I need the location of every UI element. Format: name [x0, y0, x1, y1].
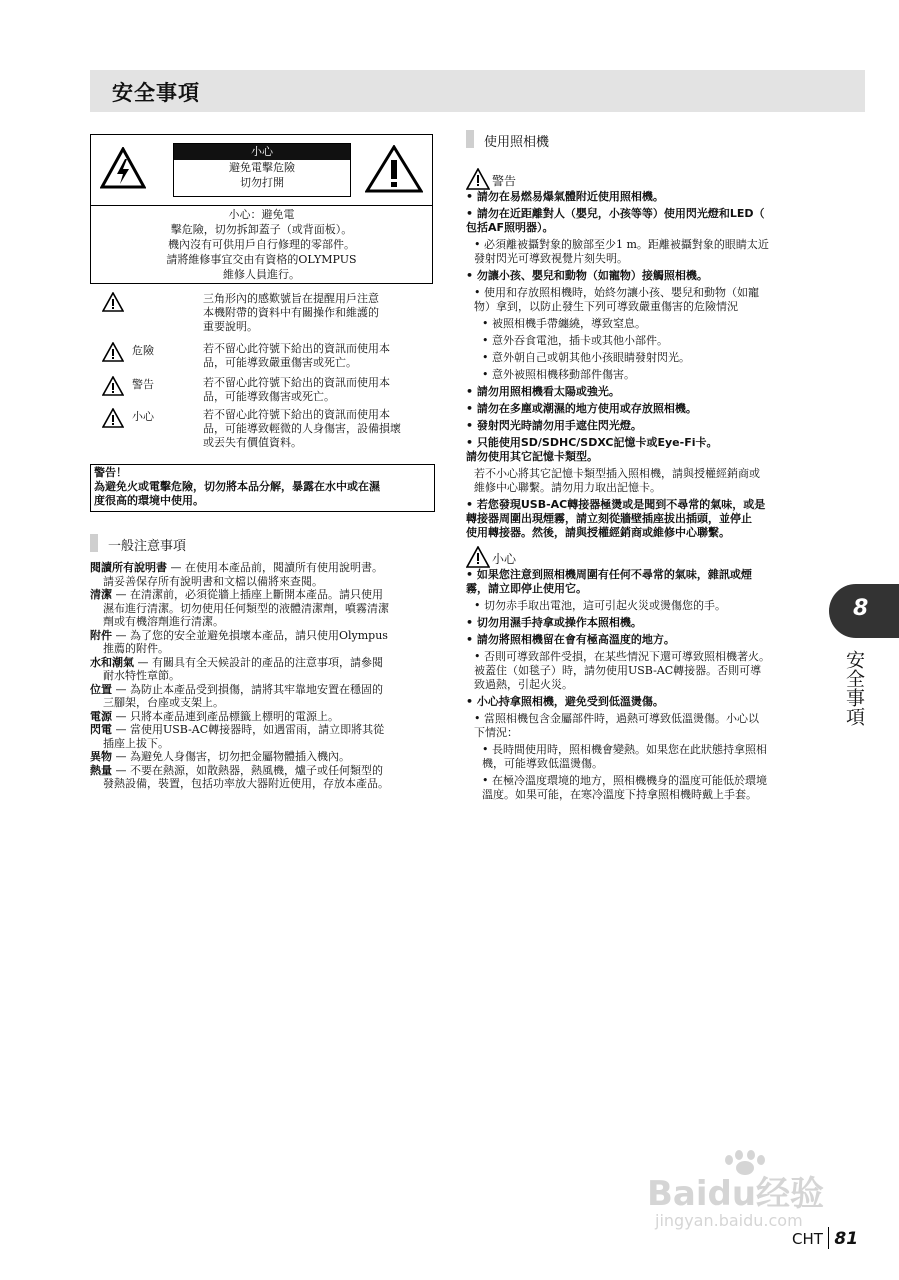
item-line: • 勿讓小孩、嬰兒和動物（如寵物）接觸照相機。	[466, 269, 708, 282]
warning-item	[466, 402, 806, 416]
warning-label: 警告	[492, 174, 517, 188]
general-item	[90, 588, 433, 629]
item-line: 機，可能導致低溫燙傷。	[482, 757, 603, 770]
item-line: 被蓋住（如毯子）時，請勿使用USB-AC轉接器。否則可導	[474, 664, 762, 677]
danger-triangle-icon	[102, 342, 124, 362]
caution-body-line: 擊危險，切勿拆卸蓋子（或背面板）。	[170, 223, 353, 236]
general-item	[90, 656, 433, 683]
item-line: • 長時間使用時，照相機會變熱。如果您在此狀態持拿照相	[482, 743, 767, 756]
general-list	[90, 561, 433, 791]
item-term: 清潔	[90, 588, 112, 601]
item-line: • 請勿將照相機留在會有極高溫度的地方。	[466, 633, 675, 646]
desc-line: 或丟失有價值資料。	[203, 436, 302, 449]
item-line: • 如果您注意到照相機周圍有任何不尋常的氣味，雜訊或煙	[466, 568, 752, 581]
desc-line: 品，可能導致輕微的人身傷害，設備損壞	[203, 422, 401, 435]
item-line: • 意外被照相機移動部件傷害。	[482, 368, 635, 381]
warning-item	[466, 351, 806, 365]
item-term: 異物	[90, 750, 112, 763]
general-item	[90, 629, 433, 656]
item-cont: 推薦的附件。	[103, 642, 169, 655]
caution-label-top	[91, 135, 432, 206]
general-item	[90, 710, 433, 724]
item-text: — 當使用USB-AC轉接器時，如遇雷雨，請立即將其從	[112, 723, 385, 736]
fire-warning-box	[90, 464, 435, 512]
item-text: — 不要在熱源，如散熱器，熱風機，爐子或任何類型的	[112, 763, 383, 777]
warning-item	[466, 368, 806, 382]
item-cont: 插座上拔下。	[103, 736, 169, 750]
item-line: 包括AF照明器）。	[466, 221, 554, 234]
caution-body-line: 請將維修事宜交由有資格的OLYMPUS	[166, 253, 357, 266]
general-item	[90, 683, 433, 710]
symbol-row	[90, 408, 433, 456]
item-line: • 當照相機包含金屬部件時，過熱可導致低溫燙傷。小心以	[474, 712, 759, 725]
item-line: • 切勿用濕手持拿或操作本照相機。	[466, 616, 642, 629]
chapter-number: 8	[853, 596, 869, 621]
item-line: 請勿使用其它記憶卡類型。	[466, 450, 598, 463]
item-line: • 意外吞食電池，插卡或其他小部件。	[482, 334, 668, 347]
warning-item	[466, 436, 806, 464]
desc-line: 若不留心此符號下給出的資訊而使用本	[203, 408, 390, 421]
caution-body-line: 維修人員進行。	[223, 268, 300, 281]
right-column	[466, 130, 806, 805]
page-number: 81	[834, 1229, 859, 1249]
item-line: 溫度。如果可能，在寒冷溫度下持拿照相機時戴上手套。	[482, 788, 757, 801]
warning-item	[466, 207, 806, 235]
warning-item	[466, 286, 806, 314]
warning-item	[466, 269, 806, 283]
desc-line: 三角形內的感歎號旨在提醒用戶注意	[203, 292, 379, 305]
warning-item	[466, 334, 806, 348]
warning-item	[466, 419, 806, 433]
item-line: 使用轉接器。然後，請與授權經銷商或維修中心聯繫。	[466, 526, 730, 539]
item-text: — 只將本產品連到產品標籤上標明的電源上。	[112, 709, 339, 723]
item-term: 位置	[90, 682, 112, 696]
warning-item	[466, 498, 806, 540]
caution-body-line: 小心：避免電	[228, 208, 295, 221]
item-cont: 請妥善保存所有說明書和文檔以備將來查閱。	[103, 574, 323, 588]
item-line: 物）拿到，以防止發生下列可導致嚴重傷害的危險情況	[474, 300, 738, 313]
caution-list	[466, 568, 806, 802]
warning-subheading	[466, 168, 806, 188]
page-title-bar	[90, 70, 865, 112]
watermark-url: jingyan.baidu.com	[655, 1211, 803, 1230]
symbol-row	[90, 342, 433, 376]
caution-item	[466, 616, 806, 630]
caution-item	[466, 650, 806, 692]
left-column	[90, 134, 433, 790]
footer-lang: CHT	[792, 1230, 823, 1248]
heading-bar	[466, 130, 474, 148]
caution-body	[91, 207, 432, 282]
item-line: • 請勿在易燃易爆氣體附近使用照相機。	[466, 190, 664, 203]
item-line: 若不小心將其它記憶卡類型插入照相機，請與授權經銷商或	[474, 467, 760, 480]
item-term: 水和潮氣	[90, 655, 134, 669]
desc-line: 若不留心此符號下給出的資訊而使用本	[203, 342, 390, 355]
item-cont: 耐水特性章節。	[103, 669, 180, 682]
caution-item	[466, 774, 806, 802]
item-line: 霧，請立即停止使用它。	[466, 582, 587, 595]
caution-line-2: 切勿打開	[240, 176, 284, 189]
caution-item	[466, 695, 806, 709]
general-precautions-section	[90, 534, 433, 791]
warning-box-line: 警告！	[94, 466, 127, 479]
caution-triangle-icon	[466, 546, 490, 568]
desc-line: 品，可能導致嚴重傷害或死亡。	[203, 356, 357, 369]
warning-item	[466, 467, 806, 495]
item-line: 致過熱，引起火災。	[474, 678, 573, 691]
symbol-label: 警告	[132, 378, 154, 391]
item-text: — 在清潔前，必須從牆上插座上斷開本產品。請只使用	[112, 588, 383, 601]
item-line: 轉接器周圍出現煙霧，請立刻從牆壁插座拔出插頭，並停止	[466, 512, 752, 525]
symbol-table	[90, 292, 433, 456]
item-line: • 被照相機手帶纏繞，導致窒息。	[482, 317, 646, 330]
item-line: • 小心持拿照相機，避免受到低溫燙傷。	[466, 695, 664, 708]
item-line: • 請勿在近距離對人（嬰兒，小孩等等）使用閃光燈和LED（	[466, 207, 765, 220]
symbol-row	[90, 376, 433, 408]
caution-body-line: 機內沒有可供用戶自行修理的零部件。	[168, 238, 355, 251]
desc-line: 若不留心此符號下給出的資訊而使用本	[203, 376, 390, 389]
general-heading-text: 一般注意事項	[108, 539, 187, 554]
footer-separator	[828, 1227, 830, 1249]
item-line: • 使用和存放照相機時，始終勿讓小孩、嬰兒和動物（如寵	[474, 286, 759, 299]
item-line: • 請勿在多塵或潮濕的地方使用或存放照相機。	[466, 402, 697, 415]
caution-subheading	[466, 546, 806, 566]
item-line: 發射閃光可導致視覺片刻失明。	[474, 252, 628, 265]
page-title: 安全事項	[112, 81, 200, 105]
chapter-label: 安全事項	[843, 650, 865, 726]
desc-line: 重要說明。	[203, 320, 258, 333]
caution-item	[466, 633, 806, 647]
symbol-desc	[203, 408, 429, 450]
item-line: • 若您發現USB-AC轉接器極燙或是聞到不尋常的氣味，或是	[466, 498, 766, 511]
warning-triangle-icon	[102, 376, 124, 396]
item-line: 維修中心聯繫。請勿用力取出記憶卡。	[474, 481, 661, 494]
general-item	[90, 723, 433, 750]
warning-item	[466, 317, 806, 331]
item-cont: 劑或有機溶劑進行清潔。	[103, 615, 224, 628]
item-text: — 為避免人身傷害，切勿把金屬物體插入機內。	[112, 750, 350, 763]
desc-line: 本機附帶的資料中有關操作和維護的	[203, 306, 379, 319]
general-heading	[90, 534, 433, 552]
desc-line: 品，可能導致傷害或死亡。	[203, 390, 335, 403]
item-line: • 只能使用SD/SDHC/SDXC記憶卡或Eye-Fi卡。	[466, 436, 718, 449]
item-line: • 必須離被攝對象的臉部至少1 m。距離被攝對象的眼睛太近	[474, 238, 769, 251]
symbol-desc	[203, 342, 429, 370]
item-cont: 濕布進行清潔。切勿使用任何類型的液體清潔劑，噴霧清潔	[103, 601, 389, 615]
caution-label: 小心	[492, 552, 517, 566]
camera-heading	[466, 130, 806, 148]
symbol-row	[90, 292, 433, 342]
item-term: 附件	[90, 628, 112, 642]
lightning-warning-icon	[100, 147, 146, 189]
caution-triangle-icon	[102, 408, 124, 428]
general-item	[90, 561, 433, 588]
watermark-brand: Baidu经验	[647, 1174, 825, 1214]
baidu-watermark	[645, 1150, 845, 1230]
item-term: 電源	[90, 709, 112, 723]
symbol-label: 危險	[132, 344, 154, 357]
item-line: • 在極冷溫度環境的地方，照相機機身的溫度可能低於環境	[482, 774, 767, 787]
caution-item	[466, 568, 806, 596]
camera-heading-text: 使用照相機	[484, 135, 550, 150]
warning-box-line: 度很高的環境中使用。	[94, 494, 204, 507]
symbol-desc	[203, 376, 429, 404]
item-cont: 三腳架，台座或支架上。	[103, 696, 224, 709]
item-text: — 為防止本產品受到損傷，請將其牢靠地安置在穩固的	[112, 682, 383, 696]
warning-list	[466, 190, 806, 540]
item-line: • 切勿赤手取出電池，這可引起火災或燙傷您的手。	[474, 599, 726, 612]
item-cont: 發熱設備，裝置，包括功率放大器附近使用，存放本產品。	[103, 777, 389, 790]
heading-bar	[90, 534, 98, 552]
warning-item	[466, 385, 806, 399]
caution-label-box	[90, 134, 433, 284]
exclamation-warning-icon	[365, 145, 423, 193]
item-term: 閃電	[90, 723, 112, 736]
general-item	[90, 764, 433, 791]
item-text: — 為了您的安全並避免損壞本產品，請只使用Olympus	[112, 628, 388, 642]
item-line: • 否則可導致部件受損，在某些情況下還可導致照相機著火。	[474, 650, 770, 663]
caution-item	[466, 599, 806, 613]
item-line: • 意外朝自己或朝其他小孩眼睛發射閃光。	[482, 351, 690, 364]
symbol-label: 小心	[132, 410, 154, 423]
chapter-tab[interactable]	[829, 584, 899, 638]
item-text: — 有關具有全天候設計的產品的注意事項，請參閱	[134, 655, 383, 669]
warning-item	[466, 238, 806, 266]
caution-line-1: 避免電擊危險	[229, 161, 295, 174]
warning-triangle-icon	[466, 168, 490, 190]
item-term: 閱讀所有說明書	[90, 561, 167, 574]
warning-box-line: 為避免火或電擊危險，切勿將本品分解，暴露在水中或在濕	[94, 480, 380, 493]
caution-item	[466, 712, 806, 740]
caution-header: 小心	[174, 144, 350, 160]
warning-item	[466, 190, 806, 204]
caution-center-panel	[173, 143, 351, 197]
paw-icon	[725, 1150, 765, 1175]
general-item	[90, 750, 433, 764]
item-line: 下情況：	[474, 726, 518, 739]
caution-item	[466, 743, 806, 771]
page-footer	[792, 1227, 858, 1249]
item-term: 熱量	[90, 763, 112, 777]
symbol-desc	[203, 292, 429, 334]
item-text: — 在使用本產品前，閱讀所有使用說明書。	[167, 561, 383, 574]
exclamation-triangle-icon	[102, 292, 124, 312]
item-line: • 發射閃光時請勿用手遮住閃光燈。	[466, 419, 642, 432]
item-line: • 請勿用照相機看太陽或強光。	[466, 385, 620, 398]
